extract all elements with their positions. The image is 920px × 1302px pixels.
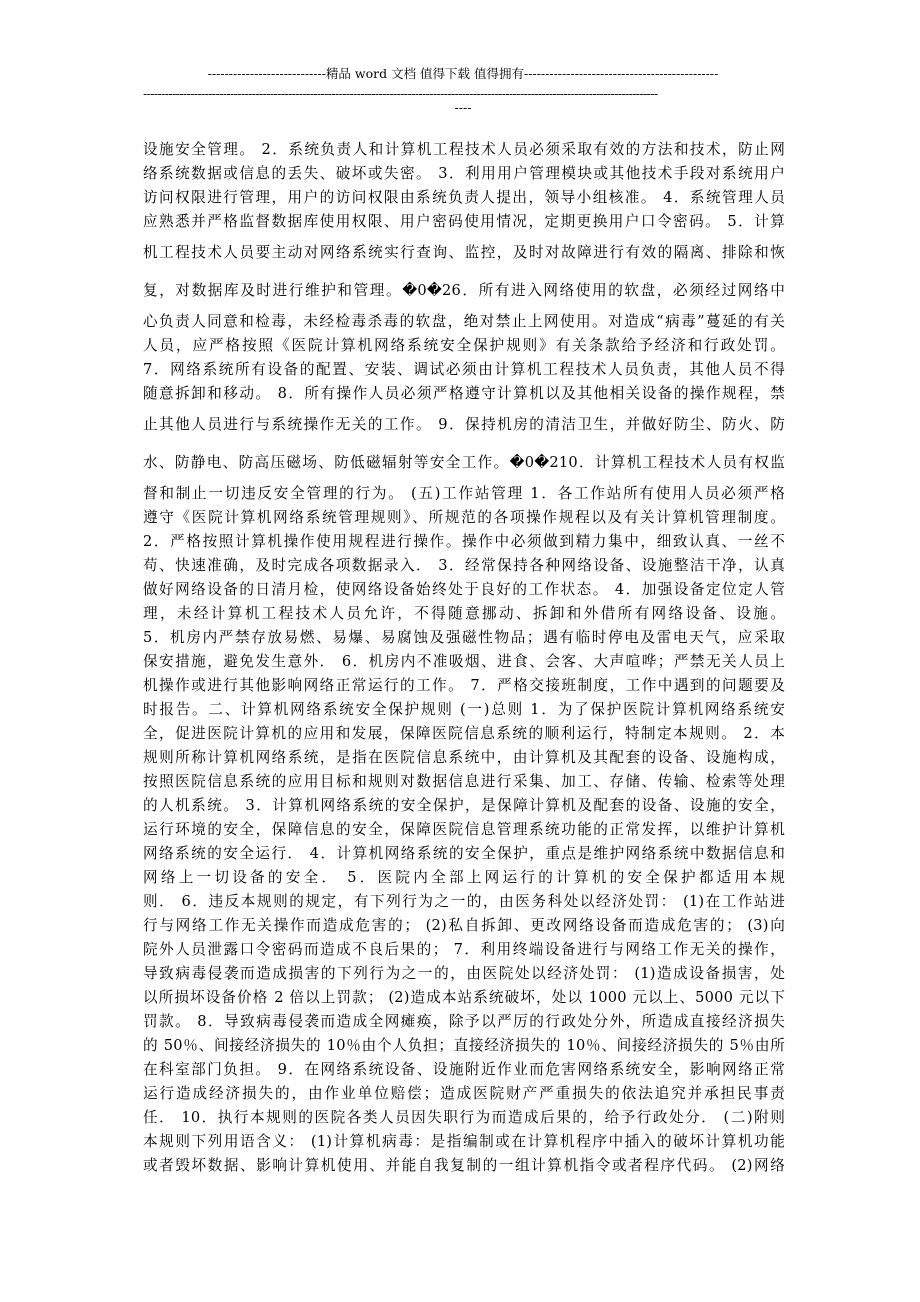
text-line: 做好网络设备的日清月检，使网络设备始终处于良好的工作状态。 4．加强设备定位定人管: [143, 581, 785, 598]
text-line: 运行环境的安全，保障信息的安全，保障医院信息管理系统功能的正常发挥，以维护计算机: [143, 821, 785, 838]
text-line: 机工程技术人员要主动对网络系统实行查询、监控，及时对故障进行有效的隔离、排除和恢: [143, 244, 785, 261]
text-line: [143, 1178, 785, 1202]
text-line: 时报告。二、计算机网络系统安全保护规则 (一)总则 1．为了保护医院计算机网络系统安: [143, 701, 785, 718]
text-line: 设施安全管理。 2．系统负责人和计算机工程技术人员必须采取有效的方法和技术，防止网: [143, 141, 785, 158]
text-line: 的人机系统。 3．计算机网络系统的安全保护，是保障计算机及配套的设备、设施的安全，: [143, 797, 785, 814]
text-line: 机操作或进行其他影响网络正常运行的工作。 7．严格交接班制度，工作中遇到的问题要及: [143, 677, 785, 694]
text-line: 本规则下列用语含义： (1)计算机病毒：是指编制或在计算机程序中插入的破坏计算机功能: [143, 1133, 785, 1150]
text-line: 遵守《医院计算机网络系统管理规则》、所规范的各项操作规程以及有关计算机管理制度。: [143, 509, 785, 526]
text-line: 5．机房内严禁存放易燃、易爆、易腐蚀及强磁性物品；遇有临时停电及雷电天气，应采取: [143, 629, 785, 646]
header-banner: ----------------------------精品 word 文档 值得下载 值得拥有----------------------------------------------: [207, 66, 719, 81]
text-line: 复，对数据库及时进行维护和管理。�0�26．所有进入网络使用的软盘，必须经过网络中: [143, 282, 785, 299]
text-line: 水、防静电、防高压磁场、防低磁辐射等安全工作。�0�210．计算机工程技术人员有权监: [143, 454, 785, 471]
text-line: 罚款。 8．导致病毒侵袭而造成全网瘫痪，除予以严厉的行政处分外，所造成直接经济损失: [143, 1013, 785, 1030]
text-line: 运行造成经济损失的，由作业单位赔偿；造成医院财产严重损失的依法追究并承担民事责: [143, 1085, 785, 1102]
text-line: 则． 6．违反本规则的规定，有下列行为之一的，由医务科处以经济处罚： (1)在工作站进: [143, 893, 785, 910]
text-line: 心负责人同意和检毒，未经检毒杀毒的软盘，绝对禁止上网使用。对造成“病毒”蔓延的有关: [143, 313, 785, 330]
text-line: 按照医院信息系统的应用目标和规则对数据信息进行采集、加工、存储、传输、检索等处理: [143, 773, 785, 790]
text-line: 院外人员泄露口令密码而造成不良后果的； 7．利用终端设备进行与网络工作无关的操作，: [143, 941, 785, 958]
header-divider-tail: ----: [454, 100, 472, 115]
text-line: 在科室部门负担。 9．在网络系统设备、设施附近作业而危害网络系统安全，影响网络正常: [143, 1061, 785, 1078]
text-line: 或者毁坏数据、影响计算机使用、并能自我复制的一组计算机指令或者程序代码。 (2)网络: [143, 1157, 785, 1174]
text-line: 规则所称计算机网络系统，是指在医院信息系统中，由计算机及其配套的设备、设施构成，: [143, 749, 785, 766]
text-line: 网络上一切设备的安全． 5．医院内全部上网运行的计算机的安全保护都适用本规: [143, 869, 785, 886]
text-line: 督和制止一切违反安全管理的行为。 (五)工作站管理 1．各工作站所有使用人员必须严格: [143, 485, 785, 502]
text-line: 络系统数据或信息的丢失、破坏或失密。 3．利用用户管理模块或其他技术手段对系统用户: [143, 165, 785, 182]
text-line: 苟、快速准确，及时完成各项数据录入． 3．经常保持各种网络设备、设施整洁干净，认真: [143, 557, 785, 574]
header-divider: ----------------------------------------------------------------------------------------------------------------------------------------------: [143, 86, 658, 101]
text-line: 导致病毒侵袭而造成损害的下列行为之一的，由医院处以经济处罚： (1)造成设备损害，处: [143, 965, 785, 982]
text-line: 的 50％、间接经济损失的 10％由个人负担；直接经济损失的 10％、间接经济损失的 5％由所: [143, 1037, 785, 1054]
text-line: 随意拆卸和移动。 8．所有操作人员必须严格遵守计算机以及其他相关设备的操作规程，禁: [143, 385, 785, 402]
body-text: [143, 138, 785, 1202]
text-line: 人员，应严格按照《医院计算机网络系统安全保护规则》有关条款给予经济和行政处罚。: [143, 337, 785, 354]
text-line: 全，促进医院计算机的应用和发展，保障医院信息系统的顺利运行，特制定本规则。 2．本: [143, 725, 785, 742]
text-line: 以所损坏设备价格 2 倍以上罚款； (2)造成本站系统破坏，处以 1000 元以上、5000 元以下: [143, 989, 785, 1006]
text-line: 止其他人员进行与系统操作无关的工作。 9．保持机房的清洁卫生，并做好防尘、防火、防: [143, 416, 785, 433]
text-line: 保安措施，避免发生意外． 6．机房内不准吸烟、进食、会客、大声喧哗；严禁无关人员上: [143, 653, 785, 670]
text-line: 理，未经计算机工程技术人员允许，不得随意挪动、拆卸和外借所有网络设备、设施。: [143, 605, 785, 622]
text-line: 访问权限进行管理，用户的访问权限由系统负责人提出，领导小组核准。 4．系统管理人员: [143, 189, 785, 206]
text-line: 网络系统的安全运行． 4．计算机网络系统的安全保护，重点是维护网络系统中数据信息和: [143, 845, 785, 862]
text-line: 应熟悉并严格监督数据库使用权限、用户密码使用情况，定期更换用户口令密码。 5．计算: [143, 213, 785, 230]
text-line: 7．网络系统所有设备的配置、安装、调试必须由计算机工程技术人员负责，其他人员不得: [143, 361, 785, 378]
text-line: 行与网络工作无关操作而造成危害的； (2)私自拆卸、更改网络设备而造成危害的； (3)向: [143, 917, 785, 934]
text-line: 任． 10．执行本规则的医院各类人员因失职行为而造成后果的，给予行政处分． (二)附则: [143, 1109, 785, 1126]
text-line: 2．严格按照计算机操作使用规程进行操作。操作中必须做到精力集中，细致认真、一丝不: [143, 533, 785, 550]
